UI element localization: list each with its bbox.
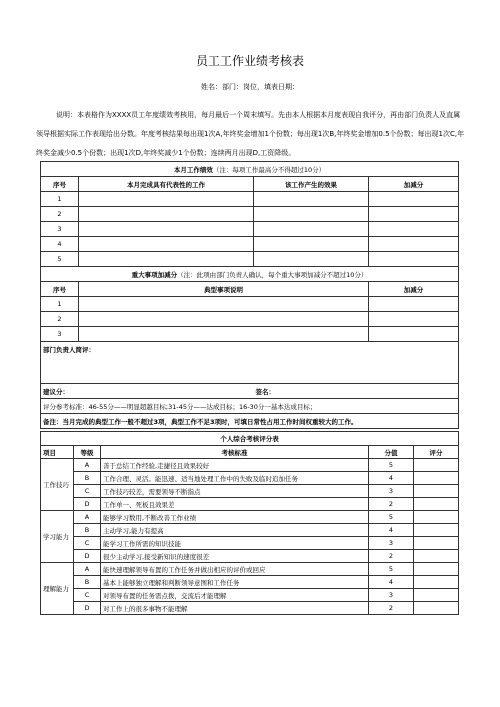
table-row bbox=[41, 327, 459, 342]
col-header-work: 本月完成具有代表性的工作 bbox=[79, 177, 254, 192]
score-value: 2 bbox=[369, 550, 414, 563]
row-index: 2 bbox=[41, 207, 79, 222]
effect-cell[interactable] bbox=[254, 192, 369, 207]
table-row bbox=[41, 252, 459, 267]
table-row bbox=[41, 222, 459, 237]
row-index: 4 bbox=[41, 237, 79, 252]
criteria-text: 对工作上的很多事物不能理解 bbox=[101, 602, 369, 615]
criteria-text: 主动学习,能力有提高 bbox=[101, 524, 369, 537]
rating-cell[interactable] bbox=[414, 589, 459, 602]
grade-label: A bbox=[74, 459, 101, 472]
rating-cell[interactable] bbox=[414, 576, 459, 589]
table-row bbox=[41, 550, 459, 563]
rating-cell[interactable] bbox=[414, 459, 459, 472]
grade-label: B bbox=[74, 472, 101, 485]
project-work-skill: 工作技巧 bbox=[41, 459, 74, 511]
suggested-score[interactable]: 建议分： bbox=[41, 384, 254, 399]
criteria-text: 能够学习数用,不断改善工作业绩 bbox=[101, 511, 369, 524]
table-row bbox=[41, 511, 459, 524]
scoring-reference: 评分参考标准：46-55分——明显超越目标;31-45分——达成目标；16-30分一基本达成目标； bbox=[41, 399, 459, 414]
col-header-points: 加减分 bbox=[369, 282, 459, 297]
score-value: 5 bbox=[369, 563, 414, 576]
row-index: 3 bbox=[41, 222, 79, 237]
points-cell[interactable] bbox=[369, 222, 459, 237]
rating-cell[interactable] bbox=[414, 498, 459, 511]
instructions-paragraph: 说明：本表格作为XXXX员工年度绩效考核用，每月最后一个周末填写。先由本人根据本月度表现自我评分，再由部门负责人及直属领导根据实际工作表现给出分数。年度考核结果每出现1次A,年终奖金增加1个份数；每出现1次B,年终奖金增加0.5个份数；每出现1次C,年终奖金减少0.5个份数；出现1次D,年终奖减少1个份数；连续两月出现D,工资降级。 bbox=[36, 111, 465, 157]
table-row bbox=[41, 589, 459, 602]
table-row bbox=[41, 576, 459, 589]
table-row bbox=[41, 563, 459, 576]
effect-cell[interactable] bbox=[254, 222, 369, 237]
row-index: 1 bbox=[41, 297, 79, 312]
col-header-rating: 评分 bbox=[414, 446, 459, 459]
section2-note: （注：此项由部门负责人确认，每个重大事项加减分不超过10分） bbox=[177, 270, 368, 279]
criteria-text: 对领导布置的任务需点拨，交流后才能理解 bbox=[101, 589, 369, 602]
rating-cell[interactable] bbox=[414, 563, 459, 576]
rating-cell[interactable] bbox=[414, 524, 459, 537]
section1-note: （注：每项工作最高分不得超过10分） bbox=[212, 165, 326, 174]
effect-cell[interactable] bbox=[254, 207, 369, 222]
work-cell[interactable] bbox=[79, 252, 254, 267]
col-header-index: 序号 bbox=[41, 282, 79, 297]
grade-label: C bbox=[74, 537, 101, 550]
event-cell[interactable] bbox=[79, 312, 369, 327]
project-learning-ability: 学习能力 bbox=[41, 511, 74, 563]
col-header-event: 典型事项说明 bbox=[79, 282, 369, 297]
grade-label: D bbox=[74, 602, 101, 615]
grade-label: D bbox=[74, 498, 101, 511]
score-value: 5 bbox=[369, 511, 414, 524]
rating-cell[interactable] bbox=[414, 511, 459, 524]
score-value: 5 bbox=[369, 459, 414, 472]
section1-header bbox=[41, 162, 459, 177]
grade-label: A bbox=[74, 563, 101, 576]
table-row bbox=[41, 602, 459, 615]
criteria-text: 能学习工作所需的知识技能 bbox=[101, 537, 369, 550]
grade-label: A bbox=[74, 511, 101, 524]
col-header-project: 项目 bbox=[41, 446, 74, 459]
section2-header bbox=[41, 267, 459, 282]
points-cell[interactable] bbox=[369, 312, 459, 327]
signature[interactable]: 签名： bbox=[254, 384, 459, 399]
score-value: 2 bbox=[369, 498, 414, 511]
grade-label: C bbox=[74, 485, 101, 498]
work-cell[interactable] bbox=[79, 207, 254, 222]
col-header-grade: 等级 bbox=[74, 446, 101, 459]
grade-label: B bbox=[74, 576, 101, 589]
work-cell[interactable] bbox=[79, 237, 254, 252]
work-cell[interactable] bbox=[79, 192, 254, 207]
criteria-text: 工作技巧较差，需要领导不断指点 bbox=[101, 485, 369, 498]
score-value: 3 bbox=[369, 589, 414, 602]
score-value: 4 bbox=[369, 524, 414, 537]
document-title: 员工工作业绩考核表 bbox=[195, 54, 304, 68]
table-row bbox=[41, 237, 459, 252]
score-value: 2 bbox=[369, 602, 414, 615]
criteria-text: 工作合理、灵活。能迅速、适当地处理工作中的失败及临时追加任务 bbox=[101, 472, 369, 485]
section1-title: 本月工作绩效 bbox=[173, 165, 213, 174]
row-index: 3 bbox=[41, 327, 79, 342]
header-fields: 姓名：部门：岗位，填表日期： bbox=[201, 83, 299, 91]
col-header-index: 序号 bbox=[41, 177, 79, 192]
points-cell[interactable] bbox=[369, 237, 459, 252]
criteria-text: 工作单一、死板且效果差 bbox=[101, 498, 369, 511]
rating-cell[interactable] bbox=[414, 602, 459, 615]
points-cell[interactable] bbox=[369, 192, 459, 207]
table-row bbox=[41, 207, 459, 222]
table-row bbox=[41, 312, 459, 327]
points-cell[interactable] bbox=[369, 252, 459, 267]
col-header-effect: 该工作产生的效果 bbox=[254, 177, 369, 192]
points-cell[interactable] bbox=[369, 207, 459, 222]
points-cell[interactable] bbox=[369, 297, 459, 312]
performance-table bbox=[40, 161, 459, 429]
row-index: 5 bbox=[41, 252, 79, 267]
points-cell[interactable] bbox=[369, 327, 459, 342]
remark: 备注：当月完成的典型工作一般不超过3项，典型工作不足3项时，可填日常性占用工作时间权重较大的工作。 bbox=[41, 414, 459, 429]
col-header-points: 加减分 bbox=[369, 177, 459, 192]
evaluation-table bbox=[40, 431, 459, 615]
grade-label: C bbox=[74, 589, 101, 602]
col-header-score: 分值 bbox=[369, 446, 414, 459]
leader-comment[interactable]: 部门负责人简评： bbox=[41, 342, 459, 384]
rating-cell[interactable] bbox=[414, 537, 459, 550]
criteria-text: 基本上能够独立理解和判断领导意图和工作任务 bbox=[101, 576, 369, 589]
grade-label: B bbox=[74, 524, 101, 537]
event-cell[interactable] bbox=[79, 327, 369, 342]
work-cell[interactable] bbox=[79, 222, 254, 237]
row-index: 2 bbox=[41, 312, 79, 327]
rating-cell[interactable] bbox=[414, 550, 459, 563]
table-row bbox=[41, 524, 459, 537]
table-row bbox=[41, 537, 459, 550]
grade-label: D bbox=[74, 550, 101, 563]
criteria-text: 能快速理解领导布置的工作任务并做出相应的评价或回应 bbox=[101, 563, 369, 576]
event-cell[interactable] bbox=[79, 297, 369, 312]
section2-title: 重大事项加减分 bbox=[131, 270, 178, 279]
project-comprehension-ability: 理解能力 bbox=[41, 563, 74, 615]
rating-cell[interactable] bbox=[414, 485, 459, 498]
col-header-criteria: 考核标准 bbox=[101, 446, 369, 459]
score-value: 3 bbox=[369, 537, 414, 550]
table-row bbox=[41, 485, 459, 498]
table-row bbox=[41, 459, 459, 472]
row-index: 1 bbox=[41, 192, 79, 207]
table-row bbox=[41, 498, 459, 511]
score-value: 3 bbox=[369, 485, 414, 498]
criteria-text: 很少主动学习,接受新知识的速度很差 bbox=[101, 550, 369, 563]
table-row bbox=[41, 192, 459, 207]
criteria-text: 善于总结工作经验,走捷径且效果较好 bbox=[101, 459, 369, 472]
score-value: 4 bbox=[369, 472, 414, 485]
evaluation-title: 个人综合考核评分表 bbox=[41, 432, 459, 446]
effect-cell[interactable] bbox=[254, 252, 369, 267]
table-row bbox=[41, 297, 459, 312]
effect-cell[interactable] bbox=[254, 237, 369, 252]
table-row bbox=[41, 472, 459, 485]
rating-cell[interactable] bbox=[414, 472, 459, 485]
score-value: 4 bbox=[369, 576, 414, 589]
